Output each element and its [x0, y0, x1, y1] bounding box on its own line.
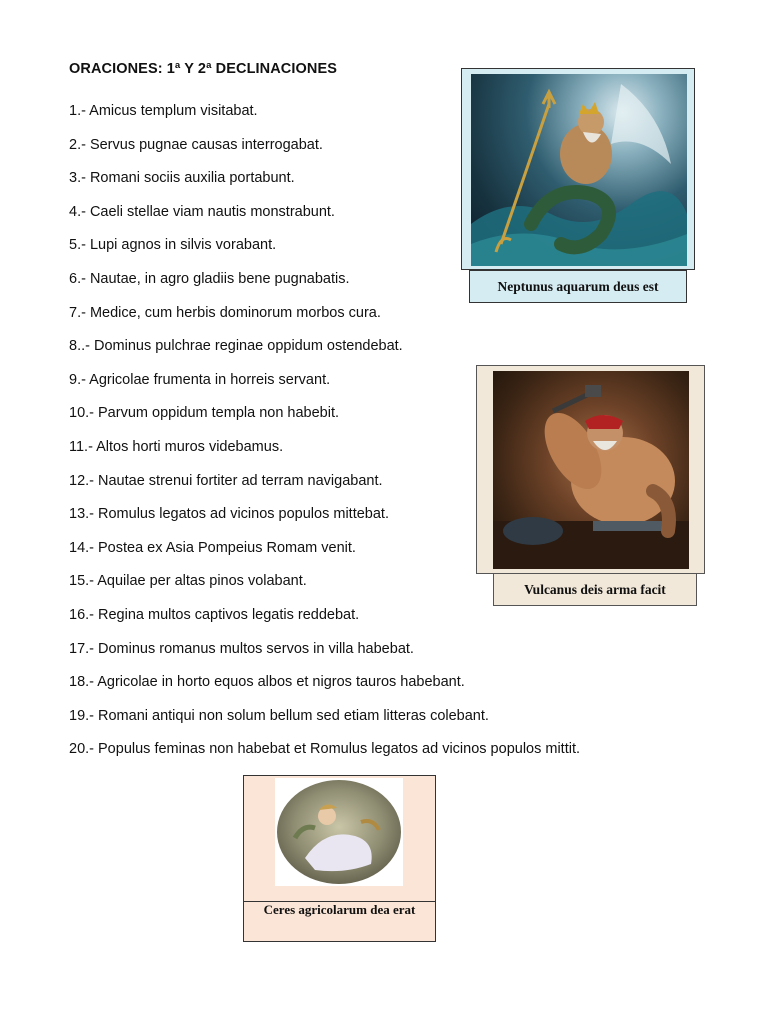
page-title: ORACIONES: 1ª Y 2ª DECLINACIONES	[69, 61, 338, 77]
sentence-item: 6.- Nautae, in agro gladiis bene pugnabatis.	[69, 270, 350, 287]
sentence-item: 14.- Postea ex Asia Pompeius Romam venit.	[69, 539, 356, 556]
sentence-item: 16.- Regina multos captivos legatis reddebat.	[69, 606, 360, 623]
sentence-item: 4.- Caeli stellae viam nautis monstrabunt.	[69, 203, 335, 220]
vulcan-painting	[493, 371, 689, 569]
sentence-item: 13.- Romulus legatos ad vicinos populos mittebat.	[69, 506, 389, 523]
sentence-item: 12.- Nautae strenui fortiter ad terram navigabant.	[69, 472, 383, 489]
sentence-item: 15.- Aquilae per altas pinos volabant.	[69, 573, 307, 590]
ceres-painting	[275, 778, 403, 886]
sentence-item: 1.- Amicus templum visitabat.	[69, 103, 258, 119]
sentence-item: 18.- Agricolae in horto equos albos et nigros tauros habebant.	[69, 674, 465, 691]
vulcan-caption: Vulcanus deis arma facit	[493, 573, 697, 606]
sentence-item: 3.- Romani sociis auxilia portabunt.	[69, 170, 295, 187]
neptune-figure	[461, 68, 695, 270]
sentence-item: 5.- Lupi agnos in silvis vorabant.	[69, 237, 277, 254]
sentence-item: 17.- Dominus romanus multos servos in villa habebat.	[69, 640, 414, 657]
sentence-item: 11.- Altos horti muros videbamus.	[69, 438, 284, 455]
ceres-figure	[243, 775, 436, 942]
sentence-item: 10.- Parvum oppidum templa non habebit.	[69, 405, 340, 422]
sentence-item: 8..- Dominus pulchrae reginae oppidum ostendebat.	[69, 338, 403, 355]
vulcan-figure	[476, 365, 705, 574]
sentence-item: 7.- Medice, cum herbis dominorum morbos cura.	[69, 304, 381, 321]
sentence-item: 19.- Romani antiqui non solum bellum sed etiam litteras colebant.	[69, 707, 489, 724]
sentence-item: 2.- Servus pugnae causas interrogabat.	[69, 136, 323, 153]
sentence-item: 20.- Populus feminas non habebat et Romulus legatos ad vicinos populos mittit.	[69, 741, 581, 758]
neptune-painting	[471, 74, 687, 266]
ceres-caption: Ceres agricolarum dea erat	[263, 902, 416, 917]
neptune-caption: Neptunus aquarum deus est	[469, 270, 687, 303]
sentence-item: 9.- Agricolae frumenta in horreis servant.	[69, 371, 331, 388]
